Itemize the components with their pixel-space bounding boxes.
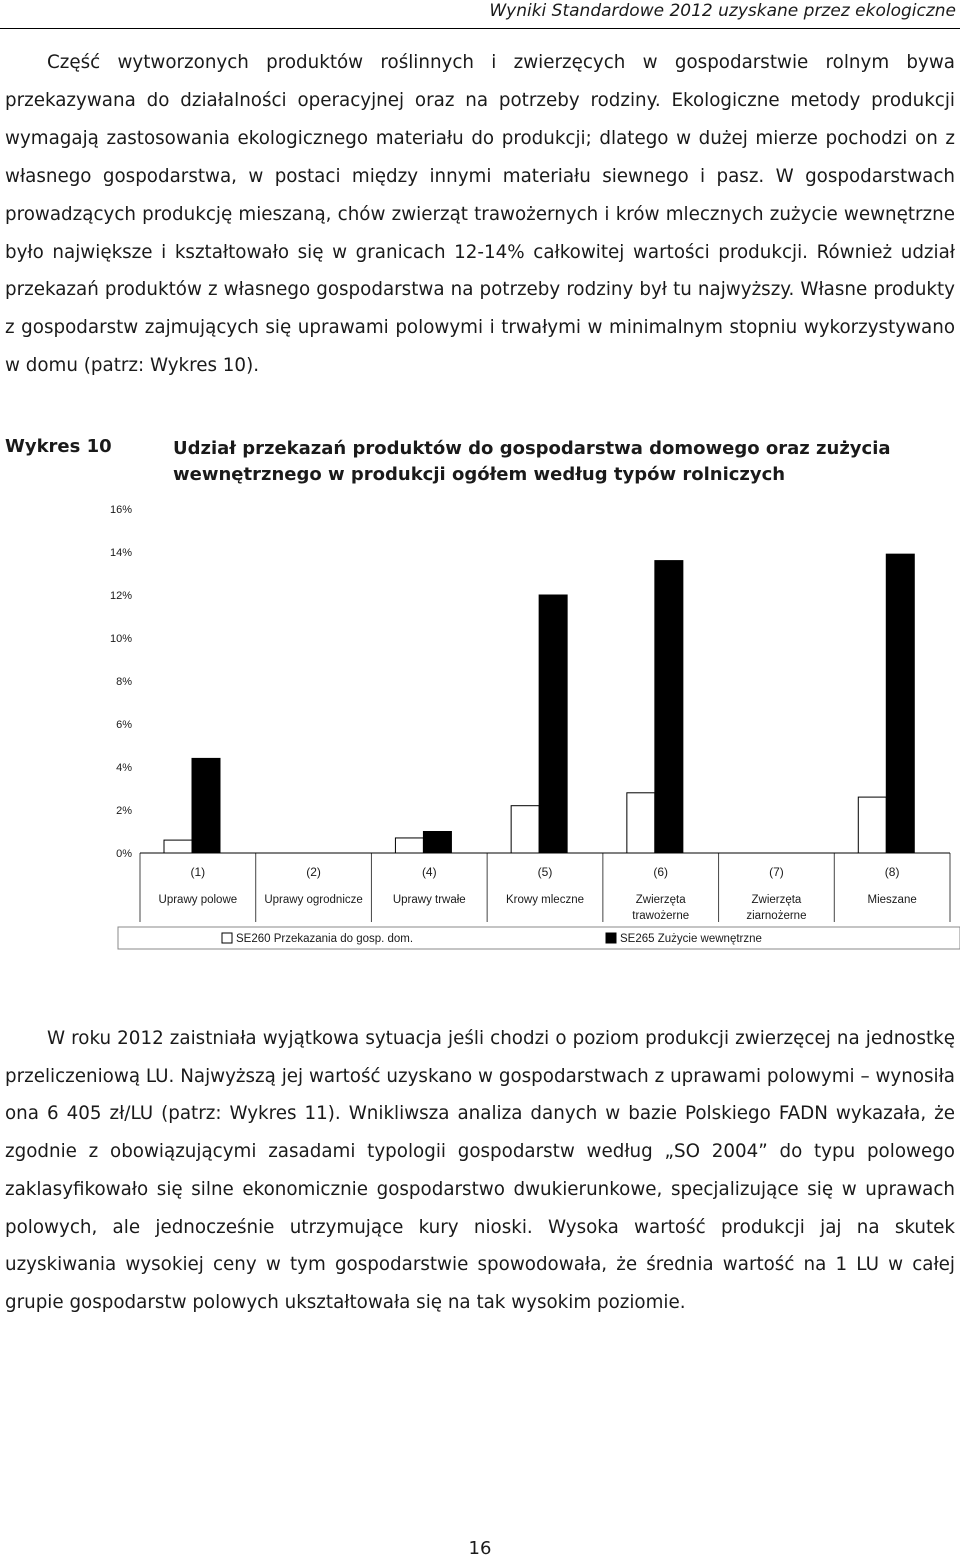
page-header <box>0 0 960 29</box>
y-tick-label: 4% <box>116 762 132 774</box>
x-tick-label: Mieszane <box>867 894 917 906</box>
bar-przekazania <box>627 793 655 853</box>
paragraph-2: W roku 2012 zaistniała wyjątkowa sytuacja jeśli chodzi o poziom produkcji zwierzęcej na jednostkę przeliczeniową LU. Najwyższą jej wartość uzyskano w gospodarstwach z uprawami polowymi – wynosiła ona 6 405 zł/LU (patrz: Wykres 11). Wnikliwsza analiza danych w bazie Polskiego FADN wykazała, że zgodnie z obowiązującymi zasadami typologii gospodarstw według „SO 2004” do typu polowego zaklasyfikowało się silne ekonomicznie gospodarstwo dwukierunkowe, specjalizujące się w uprawach polowych, ale jednocześnie utrzymujące kury nioski. Wysoka wartość produkcji jaj na skutek uzyskiwania wysokiej ceny w tym gospodarstwie spowodowała, że średnia wartość na 1 LU w całej grupie gospodarstw polowych ukształtowała się na tak wysokim poziomie. <box>5 1028 955 1313</box>
x-tick-label: Uprawy ogrodnicze <box>264 894 363 906</box>
legend-label: SE265 Zużycie wewnętrzne <box>620 933 762 945</box>
y-tick-label: 16% <box>109 504 132 516</box>
bar-chart <box>0 490 960 960</box>
x-tick-label: Uprawy trwałe <box>392 894 466 906</box>
bar-przekazania <box>858 797 886 853</box>
y-tick-label: 12% <box>109 590 132 602</box>
paragraph-1: Część wytworzonych produktów roślinnych i zwierzęcych w gospodarstwie rolnym bywa przekazywana do działalności operacyjnej oraz na potrzeby rodziny. Ekologiczne metody produkcji wymagają zastosowania ekologicznego materiału do produkcji; dlatego w dużej mierze pochodzi on z własnego gospodarstwa, w postaci między innymi materiału siewnego i pasz. W gospodarstwach prowadzących produkcję mieszaną, chów zwierząt trawożernych i krów mlecznych zużycie wewnętrzne było największe i kształtowało się w granicach 12-14% całkowitej wartości produkcji. Również udział przekazań produktów z własnego gospodarstwa na potrzeby rodziny był tu najwyższy. Własne produkty z gospodarstw zajmujących się uprawami polowymi i trwałymi w minimalnym stopniu wykorzystywano w domu (patrz: Wykres 10). <box>5 52 955 377</box>
x-tick-code: (4) <box>421 865 437 879</box>
x-tick-label: trawożerne <box>632 910 690 922</box>
x-tick-code: (8) <box>884 865 900 879</box>
x-tick-code: (1) <box>190 865 206 879</box>
bar-zuzycie <box>192 758 220 853</box>
x-tick-code: (5) <box>537 865 553 879</box>
bar-zuzycie <box>539 595 567 853</box>
y-tick-label: 14% <box>109 547 132 559</box>
y-tick-label: 2% <box>116 805 132 817</box>
bar-przekazania <box>164 840 192 853</box>
x-tick-code: (2) <box>306 865 321 879</box>
legend-label: SE260 Przekazania do gosp. dom. <box>236 933 414 945</box>
x-tick-label: Krowy mleczne <box>506 894 584 906</box>
x-tick-label: Zwierzęta <box>751 894 802 906</box>
x-tick-label: ziarnożerne <box>746 910 807 922</box>
x-tick-label: Uprawy polowe <box>158 894 238 906</box>
legend-swatch <box>606 933 616 943</box>
bar-przekazania <box>395 838 423 853</box>
x-tick-label: Zwierzęta <box>635 894 686 906</box>
bar-zuzycie <box>423 832 451 854</box>
figure-title: Udział przekazań produktów do gospodarstwa domowego oraz zużycia wewnętrznego w produkcji ogółem według typów rolniczych <box>173 438 891 485</box>
header-title: Wyniki Standardowe 2012 uzyskane przez ekologiczne <box>489 1 956 21</box>
figure-label: Wykres 10 <box>5 436 112 457</box>
bar-zuzycie <box>886 554 914 853</box>
y-tick-label: 8% <box>116 676 132 688</box>
x-tick-code: (6) <box>653 865 669 879</box>
page-number: 16 <box>468 1538 492 1559</box>
y-tick-label: 10% <box>109 633 132 645</box>
y-tick-label: 0% <box>116 848 132 860</box>
bar-przekazania <box>511 806 539 853</box>
legend-swatch <box>222 933 232 943</box>
bar-zuzycie <box>655 561 683 853</box>
x-tick-code: (7) <box>769 865 784 879</box>
y-tick-label: 6% <box>116 719 132 731</box>
